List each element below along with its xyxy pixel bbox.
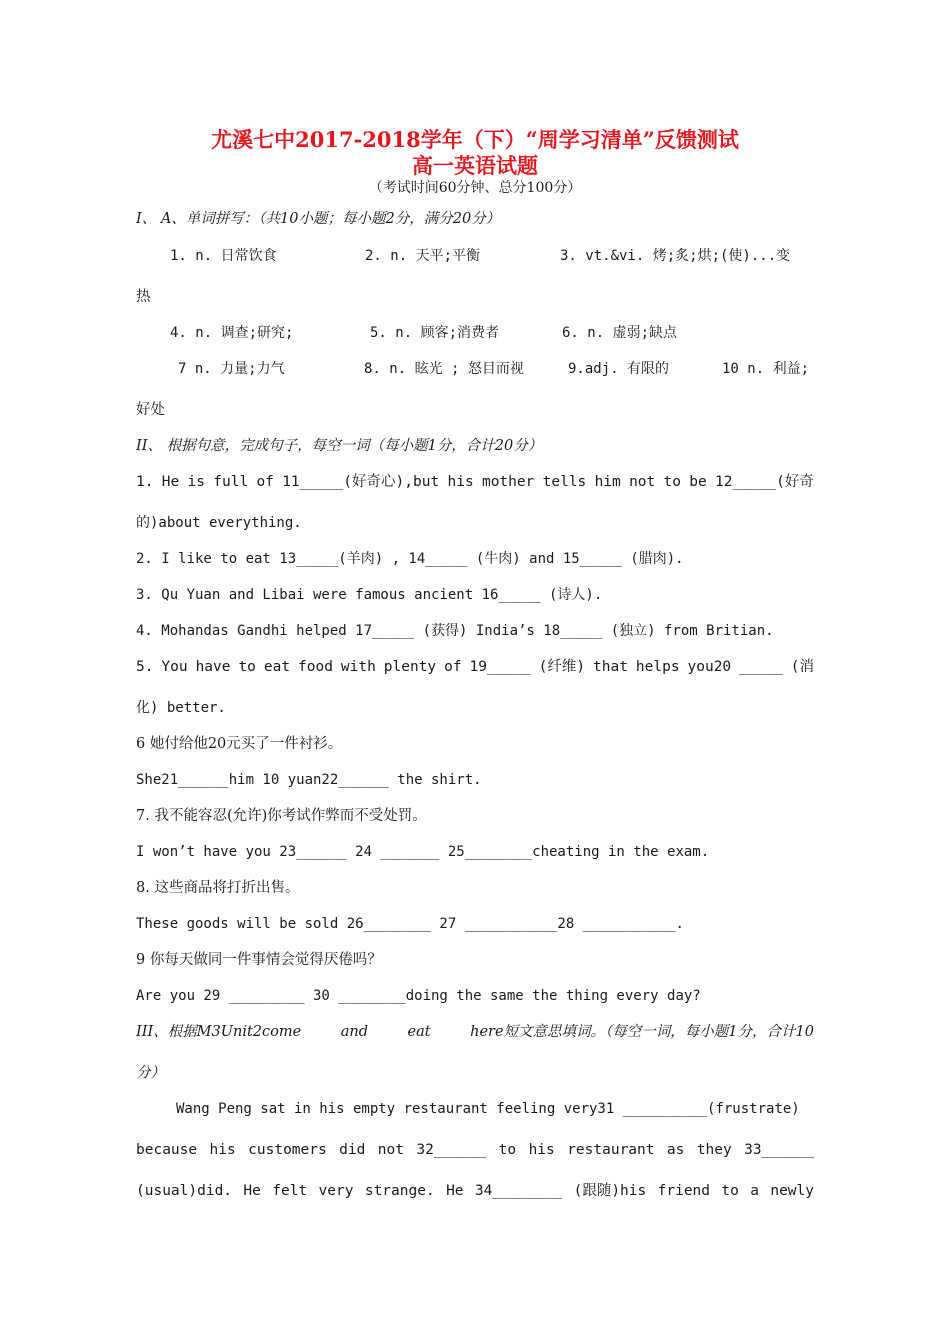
part2-heading: II、 根据句意，完成句子，每空一词（每小题1分，合计20分） bbox=[136, 438, 543, 454]
part1-heading: I、 A、单词拼写：（共10小题；每小题2分，满分20分） bbox=[136, 211, 501, 227]
exam-info: （考试时间60分钟、总分100分） bbox=[368, 180, 582, 196]
question-8-chinese: 8. 这些商品将打折出售。 bbox=[136, 880, 300, 896]
part3-heading-wrap: 分） bbox=[136, 1065, 165, 1081]
passage-line-3: (usual)did. He felt very strange. He 34________ (跟随)his friend to a newly bbox=[136, 1183, 814, 1199]
question-6-english: She21______him 10 yuan22______ the shirt. bbox=[136, 772, 482, 788]
question-1-line1: 1. He is full of 11_____(好奇心),but his mother tells him not to be 12_____(好奇 bbox=[136, 474, 814, 490]
vocab-item-10: 10 n. 利益; bbox=[722, 361, 810, 377]
exam-subject-title: 高一英语试题 bbox=[412, 153, 538, 178]
question-8-english: These goods will be sold 26________ 27 ___________28 ___________. bbox=[136, 916, 684, 932]
vocab-item-3-wrap: 热 bbox=[136, 289, 151, 305]
vocab-item-9: 9.adj. 有限的 bbox=[568, 361, 670, 377]
vocab-item-1: 1. n. 日常饮食 bbox=[170, 248, 277, 264]
passage-line-2: because his customers did not 32______ to his restaurant as they 33______ bbox=[136, 1142, 814, 1158]
passage-line-1: Wang Peng sat in his empty restaurant feeling very31 __________(frustrate) bbox=[176, 1101, 800, 1117]
vocab-item-3: 3. vt.&vi. 烤;炙;烘;(使)...变 bbox=[560, 248, 791, 264]
question-3: 3. Qu Yuan and Libai were famous ancient 16_____ (诗人). bbox=[136, 587, 603, 603]
question-9-english: Are you 29 _________ 30 ________doing the same the thing every day? bbox=[136, 988, 701, 1004]
vocab-item-4: 4. n. 调查;研究; bbox=[170, 325, 294, 341]
question-5-line1: 5. You have to eat food with plenty of 19_____ (纤维) that helps you20 _____ (消 bbox=[136, 659, 814, 675]
vocab-item-6: 6. n. 虚弱;缺点 bbox=[562, 325, 678, 341]
question-5-line2: 化) better. bbox=[136, 700, 226, 716]
vocab-item-5: 5. n. 顾客;消费者 bbox=[370, 325, 500, 341]
question-6-chinese: 6 她付给他20元买了一件衬衫。 bbox=[136, 736, 343, 752]
question-1-line2: 的)about everything. bbox=[136, 515, 302, 531]
vocab-item-2: 2. n. 天平;平衡 bbox=[365, 248, 481, 264]
question-9-chinese: 9 你每天做同一件事情会觉得厌倦吗？ bbox=[136, 952, 382, 968]
question-2: 2. I like to eat 13_____(羊肉) , 14_____ (牛肉) and 15_____ (腊肉). bbox=[136, 551, 684, 567]
question-4: 4. Mohandas Gandhi helped 17_____ (获得) India’s 18_____ (独立) from Britian. bbox=[136, 623, 774, 639]
exam-title: 尤溪七中2017-2018学年（下）“周学习清单”反馈测试 bbox=[211, 127, 739, 152]
question-7-chinese: 7. 我不能容忍(允许)你考试作弊而不受处罚。 bbox=[136, 808, 427, 824]
part3-heading: III、根据M3Unit2come and eat here短文意思填词。（每空一词，每小题1分，合计10 bbox=[136, 1024, 814, 1040]
vocab-item-7: 7 n. 力量;力气 bbox=[178, 361, 285, 377]
question-7-english: I won’t have you 23______ 24 _______ 25________cheating in the exam. bbox=[136, 844, 710, 860]
vocab-item-8: 8. n. 眩光 ; 怒目而视 bbox=[364, 361, 524, 377]
vocab-item-10-wrap: 好处 bbox=[136, 402, 165, 418]
